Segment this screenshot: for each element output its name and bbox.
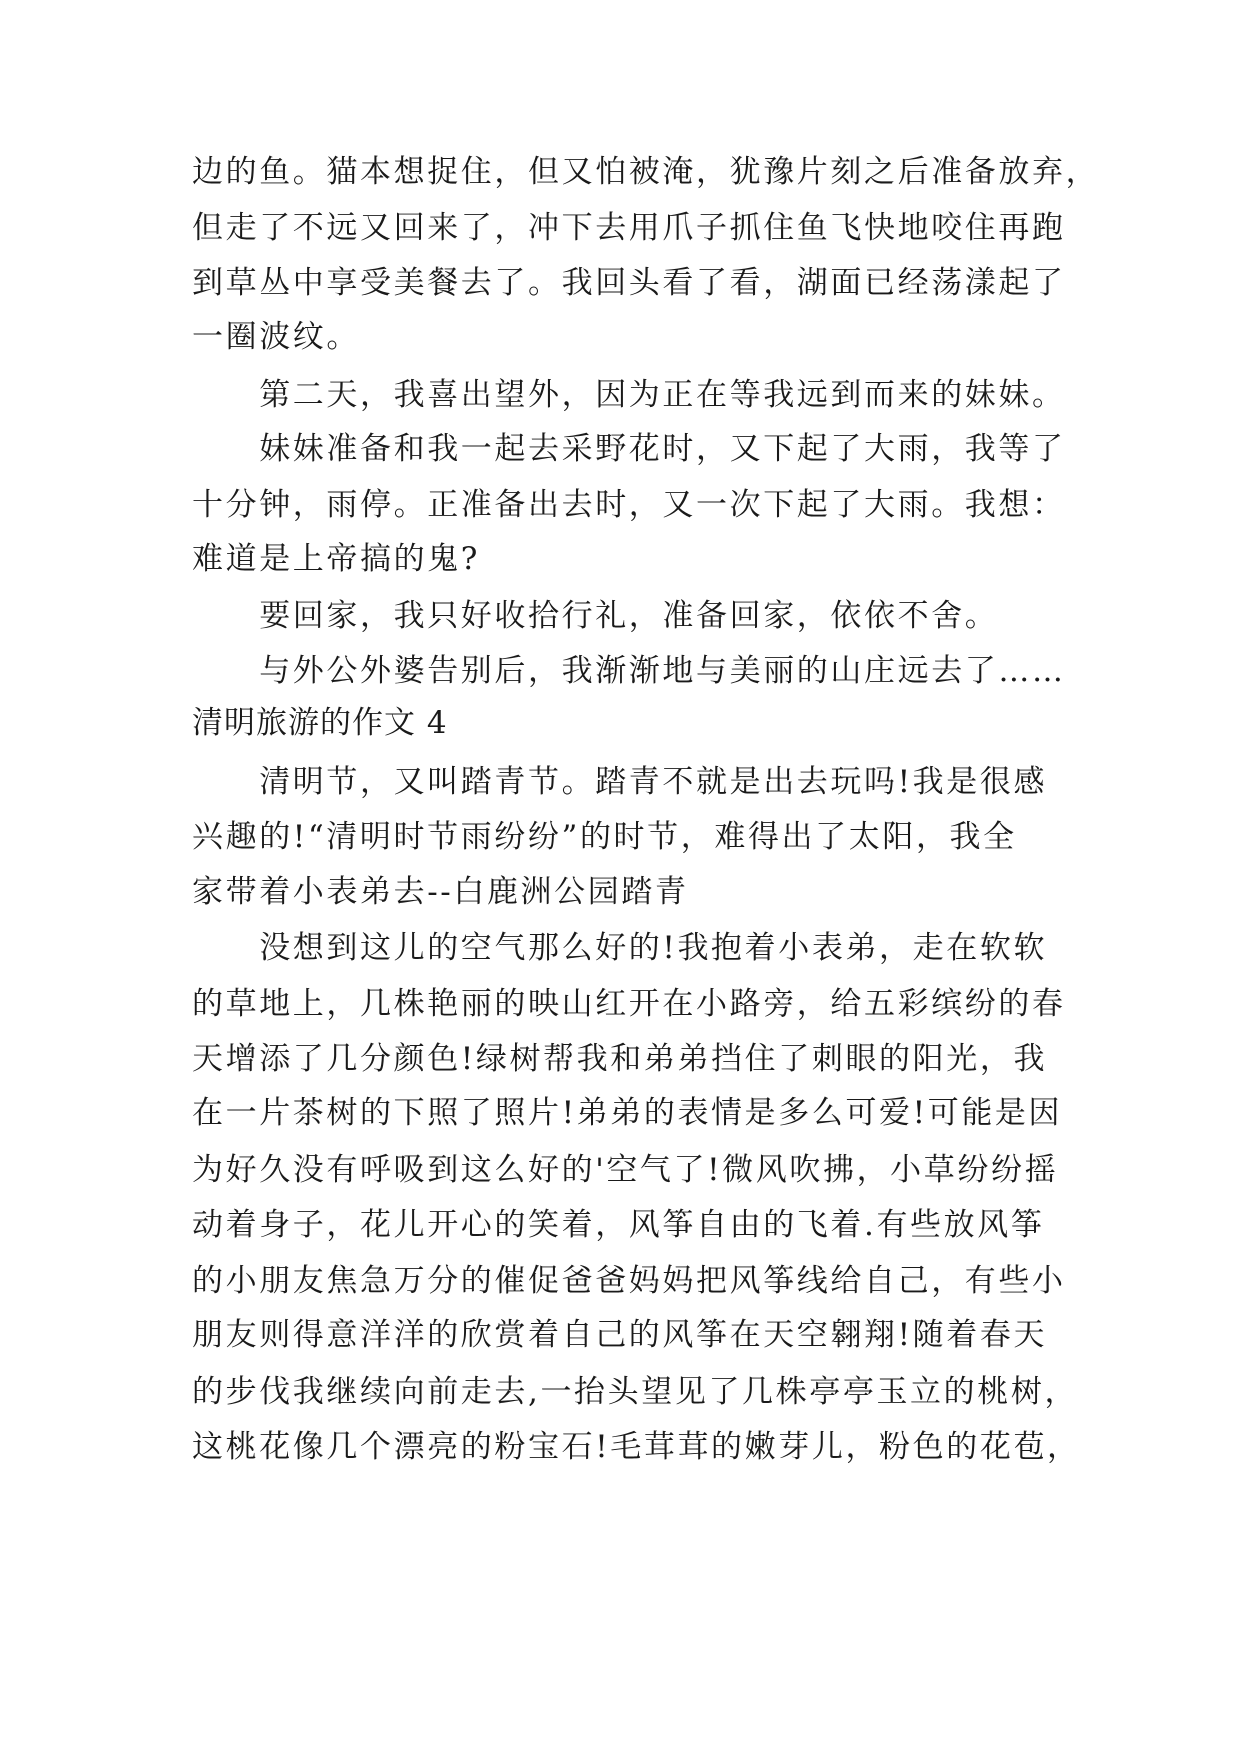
text-line: 一圈波纹。 xyxy=(192,319,360,355)
text-line: 清明节，又叫踏青节。踏青不就是出去玩吗!我是很感 xyxy=(192,764,1048,800)
text-line: 与外公外婆告别后，我渐渐地与美丽的山庄远去了…… xyxy=(192,653,1066,689)
text-line: 动着身子，花儿开心的笑着，风筝自由的飞着.有些放风筝 xyxy=(192,1207,1045,1243)
text-line: 到草丛中享受美餐去了。我回头看了看，湖面已经荡漾起了 xyxy=(192,265,1066,301)
text-line: 的小朋友焦急万分的催促爸爸妈妈把风筝线给自己，有些小 xyxy=(192,1263,1066,1299)
text-line: 妹妹准备和我一起去采野花时，又下起了大雨，我等了 xyxy=(192,431,1066,467)
text-line: 兴趣的!“清明时节雨纷纷”的时节，难得出了太阳，我全 xyxy=(192,819,1017,855)
text-line: 在一片茶树的下照了照片!弟弟的表情是多么可爱!可能是因 xyxy=(192,1095,1063,1131)
text-line: 这桃花像几个漂亮的粉宝石!毛茸茸的嫩芽儿，粉色的花苞， xyxy=(192,1429,1081,1465)
text-line: 家带着小表弟去--白鹿洲公园踏青 xyxy=(192,874,689,910)
text-line: 天增添了几分颜色!绿树帮我和弟弟挡住了刺眼的阳光，我 xyxy=(192,1041,1048,1077)
text-line: 的步伐我继续向前走去,一抬头望见了几株亭亭玉立的桃树， xyxy=(192,1374,1079,1410)
text-line: 边的鱼。猫本想捉住，但又怕被淹，犹豫片刻之后准备放弃， xyxy=(192,154,1100,190)
text-line: 朋友则得意洋洋的欣赏着自己的风筝在天空翱翔!随着春天 xyxy=(192,1317,1048,1353)
section-heading: 清明旅游的作文 4 xyxy=(192,705,448,741)
text-line: 没想到这儿的空气那么好的!我抱着小表弟，走在软软 xyxy=(192,930,1048,966)
text-line: 但走了不远又回来了，冲下去用爪子抓住鱼飞快地咬住再跑 xyxy=(192,210,1066,246)
text-line: 要回家，我只好收拾行礼，准备回家，依依不舍。 xyxy=(192,598,999,634)
text-line: 为好久没有呼吸到这么好的'空气了!微风吹拂，小草纷纷摇 xyxy=(192,1152,1059,1188)
text-line: 十分钟，雨停。正准备出去时，又一次下起了大雨。我想： xyxy=(192,487,1066,523)
text-line: 第二天，我喜出望外，因为正在等我远到而来的妹妹。 xyxy=(192,377,1066,413)
text-line: 的草地上，几株艳丽的映山红开在小路旁，给五彩缤纷的春 xyxy=(192,986,1066,1022)
text-line: 难道是上帝搞的鬼? xyxy=(192,541,481,577)
